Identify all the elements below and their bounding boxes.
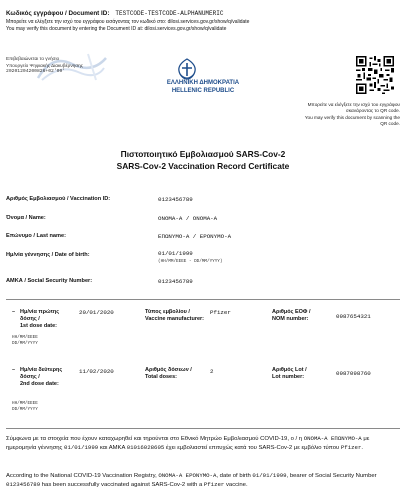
total-doses-value: 2	[210, 368, 214, 375]
statement-greek-dob: 01/01/1999	[64, 443, 99, 451]
qr-text-greek: Μπορείτε να ελέγξετε την ισχύ του εγγράφου σκανάροντας το QR code.	[307, 102, 400, 114]
amka-label: ΑΜΚΑ / Social Security Number:	[6, 278, 93, 284]
certificate-title-greek: Πιστοποιητικό Εμβολιασμού SARS-Cov-2	[120, 149, 286, 159]
hellenic-republic-emblem-icon	[176, 58, 198, 80]
qr-text-english: You may verify this document by scanning the QR code.	[304, 115, 400, 127]
divider-bottom	[6, 428, 400, 429]
name-label: Όνομα / Name:	[6, 215, 46, 221]
statement-greek-name: ΟΝΟΜΑ-Α ΕΠΩΝΥΜΟ-Α	[303, 435, 362, 442]
vaccine-type-label-english: Vaccine manufacturer:	[145, 316, 204, 323]
second-dose-label-greek: Ημ/νία δεύτερης δόσης /	[20, 367, 63, 381]
second-dose-date: 11/02/2020	[79, 368, 114, 375]
vaccination-id-value: 0123456789	[158, 196, 193, 203]
lot-number-label	[272, 367, 334, 381]
lot-number-label-english: Lot number:	[272, 374, 305, 381]
eof-number-label-greek: Αριθμός ΕΟΦ /	[272, 309, 311, 315]
vaccine-type-label	[145, 309, 205, 323]
statement-english-name: ONOMA-A EPONYMO-A	[158, 472, 217, 479]
first-dose-label: – Ημ/νία πρώτης δόσης / 1st dose date:	[12, 309, 72, 330]
second-dose-label: – Ημ/νία δεύτερης δόσης / 2nd dose date:	[12, 367, 72, 388]
eof-number-label	[272, 309, 334, 323]
statement-english-amka: 0123456789	[6, 480, 41, 488]
eof-number-label-english: NOM number:	[272, 316, 309, 323]
vaccination-id-label: Αριθμός Εμβολιασμού / Vaccination ID:	[6, 196, 111, 202]
second-dose-label-english: 2nd dose date:	[20, 381, 59, 388]
document-id-label: Κωδικός εγγράφου / Document ID:	[6, 10, 110, 17]
seal-line-ministry: Υπουργείο Ψηφιακής Διακυβέρνησης	[6, 62, 84, 68]
lot-number-label-greek: Αριθμός Lot /	[272, 367, 307, 373]
republic-name-english: HELLENIC REPUBLIC	[171, 87, 235, 94]
dob-label: Ημ/νία γέννησης / Date of birth:	[6, 252, 90, 258]
eof-number-value: 0987654321	[336, 313, 371, 320]
seal-line-verified: Επιβεβαιώνεται το γνήσιο	[6, 56, 60, 61]
divider-top	[6, 299, 400, 300]
first-dose-label-english: 1st dose date:	[20, 323, 57, 330]
verify-text-english: You may verify this document by entering the Document ID at: dilosi.services.gov.gr/show/q/validate	[6, 26, 227, 32]
second-dose-format-hint: ΗΗ/ΜΜ/ΕΕΕΕ DD/MM/YYYY	[12, 401, 38, 412]
statement-english-vaccine: Pfizer	[203, 480, 225, 488]
amka-value: 0123456789	[158, 278, 193, 285]
statement-english: According to the National COVID-19 Vaccination Registry, ONOMA-A EPONYMO-A, date of birth 01/01/1999, bearer of Social Security Number 0123456789 has been successfully vaccinated against SARS-Cov-2 with a Pfizer vaccine.	[6, 472, 377, 488]
document-id-line	[6, 10, 223, 17]
statement-greek-amka: 01016028605	[126, 443, 165, 451]
lot-number-value: 0987098760	[336, 370, 371, 377]
total-doses-label-greek: Αριθμός δόσεων /	[145, 367, 192, 373]
first-dose-date: 20/01/2020	[79, 309, 114, 316]
vaccine-type-label-greek: Τύπος εμβολίου /	[145, 309, 190, 315]
seal-timestamp: 20201204200826+02'00'	[6, 69, 66, 75]
total-doses-label	[145, 367, 205, 381]
first-dose-format-hint: ΗΗ/ΜΜ/ΕΕΕΕ DD/MM/YYYY	[12, 335, 38, 346]
last-name-label: Επώνυμο / Last name:	[6, 233, 66, 239]
digital-seal	[6, 56, 124, 76]
name-value: ONOMA-A / ONOMA-A	[158, 215, 218, 222]
total-doses-label-english: Total doses:	[145, 374, 177, 381]
first-dose-label-greek: Ημ/νία πρώτης δόσης /	[20, 309, 60, 323]
qr-code-icon[interactable]	[356, 56, 394, 94]
dob-format-hint: (ΗΗ/ΜΜ/ΕΕΕΕ - DD/MM/YYYY)	[158, 259, 223, 264]
vaccine-type-value: Pfizer	[210, 309, 231, 316]
statement-greek-vaccine: Pfizer	[340, 443, 362, 451]
republic-name	[158, 80, 248, 95]
statement-greek: Σύμφωνα με τα στοιχεία που έχουν καταχωρηθεί και τηρούνται στο Εθνικό Μητρώο Εμβολιασμού COVID-19, ο / η ΟΝΟΜΑ-Α ΕΠΩΝΥΜΟ-Α με ημερομηνία γέννησης 01/01/1999 και ΑΜΚΑ 01016028605 έχει εμβολιαστεί επιτυχώς κατά του SARS-Cov-2 με εμβόλιο τύπου Pfizer.	[6, 435, 370, 451]
statement-english-dob: 01/01/1999	[252, 472, 287, 479]
certificate-title-english: SARS-Cov-2 Vaccination Record Certificate	[116, 161, 290, 171]
verify-text-greek: Μπορείτε να ελέγξετε την ισχύ του εγγράφου εισάγοντας τον κωδικό στο: dilosi.services.gov.gr/show/q/validate	[6, 19, 250, 25]
republic-name-greek: ΕΛΛΗΝΙΚΗ ΔΗΜΟΚΡΑΤΙΑ	[166, 80, 240, 86]
document-id-value[interactable]: TESTCODE-TESTCODE-ALPHANUMERIC	[115, 10, 224, 17]
dob-value: 01/01/1999	[158, 250, 193, 257]
last-name-value: ΕΠΩΝΥΜΟ-Α / EPONYMO-A	[158, 233, 232, 240]
